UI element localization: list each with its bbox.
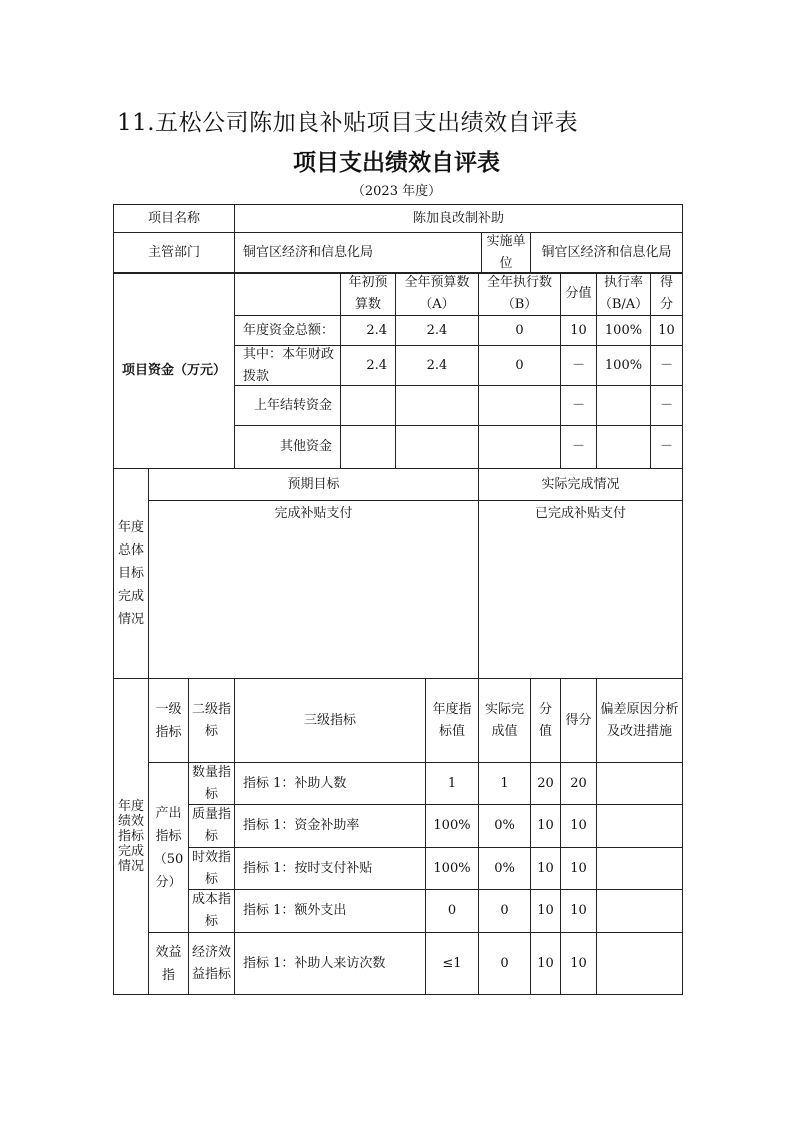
level3-indicator-text: 指标 1：补助人来访次数 bbox=[243, 955, 386, 971]
indicator-target bbox=[425, 804, 479, 848]
level1-output bbox=[148, 762, 189, 933]
level2-indicator-text: 质量指标 bbox=[192, 807, 232, 844]
document-title: 11.五松公司陈加良补贴项目支出绩效自评表 bbox=[117, 110, 579, 136]
level2-indicator bbox=[188, 847, 235, 890]
funds-row-label bbox=[234, 315, 341, 346]
indicator-header-text: 二级指标 bbox=[192, 701, 232, 739]
indicator-score-text: 10 bbox=[570, 955, 587, 971]
impl-unit-label bbox=[481, 232, 531, 274]
indicator-weight bbox=[530, 932, 561, 995]
funds-budget-text: 2.4 bbox=[426, 322, 448, 338]
funds-header bbox=[596, 272, 651, 316]
funds-header bbox=[650, 272, 683, 316]
funds-header-text: 分值 bbox=[565, 286, 592, 301]
indicator-header bbox=[425, 678, 479, 763]
indicator-weight bbox=[530, 889, 561, 933]
funds-label-text: 项目资金（万元） bbox=[121, 362, 226, 378]
indicator-header bbox=[560, 678, 597, 763]
indicator-target bbox=[425, 762, 479, 805]
indicator-score bbox=[560, 932, 597, 995]
indicator-weight-text: 10 bbox=[537, 903, 554, 918]
level3-indicator-text: 指标 1：补助人数 bbox=[243, 775, 347, 791]
funds-row-label bbox=[234, 385, 341, 426]
indicator-weight-text: 10 bbox=[537, 818, 554, 833]
funds-label bbox=[113, 272, 235, 469]
project-name-label-text: 项目名称 bbox=[147, 210, 200, 226]
funds-weight bbox=[560, 345, 597, 386]
level2-indicator bbox=[188, 762, 235, 805]
indicator-score-text: 10 bbox=[570, 818, 587, 833]
indicator-score bbox=[560, 804, 597, 848]
level3-indicator bbox=[234, 889, 426, 933]
funds-rate bbox=[596, 315, 651, 346]
level1-benefit-text: 效益指 bbox=[155, 944, 182, 983]
funds-header bbox=[395, 272, 479, 316]
funds-row-label bbox=[234, 345, 341, 386]
indicator-target-text: 100% bbox=[433, 818, 471, 833]
indicator-score-text: 10 bbox=[570, 860, 587, 876]
dept-value bbox=[234, 232, 482, 274]
funds-rate-text: 100% bbox=[604, 357, 643, 373]
goals-expected bbox=[148, 500, 479, 679]
level3-indicator bbox=[234, 762, 426, 805]
indicator-reason bbox=[596, 889, 683, 933]
funds-weight-text: － bbox=[571, 397, 585, 413]
funds-weight bbox=[560, 425, 597, 469]
indicator-header bbox=[596, 678, 683, 763]
indicator-target bbox=[425, 889, 479, 933]
funds-header bbox=[478, 272, 561, 316]
goals-label bbox=[113, 468, 149, 679]
funds-row-label-text: 其中：本年财政拨款 bbox=[243, 346, 335, 384]
indicators-label bbox=[113, 678, 149, 995]
indicator-header bbox=[188, 678, 235, 763]
funds-rate-text: 100% bbox=[604, 322, 643, 338]
indicator-header-text: 得分 bbox=[565, 712, 592, 728]
indicator-reason bbox=[596, 932, 683, 995]
indicator-target-text: 0 bbox=[447, 903, 457, 918]
goals-expected-text: 完成补贴支付 bbox=[274, 506, 353, 521]
indicator-target-text: 100% bbox=[433, 860, 471, 876]
funds-budget bbox=[395, 425, 479, 469]
indicator-target-text: 1 bbox=[447, 775, 457, 791]
funds-executed-text: 0 bbox=[515, 357, 524, 373]
indicator-header bbox=[530, 678, 561, 763]
funds-executed bbox=[478, 425, 561, 469]
level3-indicator bbox=[234, 847, 426, 890]
funds-budget bbox=[395, 345, 479, 386]
impl-unit-value-text: 铜官区经济和信息化局 bbox=[541, 245, 672, 260]
project-name-value bbox=[234, 204, 683, 233]
indicator-actual bbox=[478, 804, 531, 848]
indicator-header bbox=[148, 678, 189, 763]
indicator-actual bbox=[478, 889, 531, 933]
level2-indicator-text: 时效指标 bbox=[192, 849, 232, 887]
level3-indicator-text: 指标 1：额外支出 bbox=[243, 903, 347, 918]
indicator-score-text: 10 bbox=[570, 903, 587, 918]
indicator-header bbox=[478, 678, 531, 763]
indicator-header bbox=[234, 678, 426, 763]
goals-label-text: 年度总体目标完成情况 bbox=[117, 520, 144, 627]
level3-indicator-text: 指标 1：按时支付补贴 bbox=[243, 860, 373, 876]
indicator-header-text: 实际完成值 bbox=[484, 701, 524, 739]
indicator-header-text: 年度指标值 bbox=[432, 701, 472, 739]
funds-initial-text: 2.4 bbox=[366, 322, 387, 338]
level2-indicator-text: 经济效益指标 bbox=[192, 944, 232, 982]
level1-benefit bbox=[148, 932, 189, 995]
impl-unit-label-text: 实施单位 bbox=[486, 234, 526, 271]
form-year: （2023 年度） bbox=[351, 184, 442, 199]
indicator-reason bbox=[596, 762, 683, 805]
indicator-header-text: 三级指标 bbox=[303, 712, 356, 728]
funds-score-text: － bbox=[659, 397, 673, 413]
indicator-header-text: 一级指标 bbox=[155, 701, 182, 740]
level3-indicator bbox=[234, 804, 426, 848]
funds-row-label-text: 其他资金 bbox=[279, 439, 332, 454]
funds-initial bbox=[340, 385, 396, 426]
indicator-weight bbox=[530, 804, 561, 848]
funds-score bbox=[650, 425, 683, 469]
dept-label-text: 主管部门 bbox=[147, 245, 200, 260]
level2-indicator-text: 成本指标 bbox=[192, 892, 232, 929]
funds-header bbox=[340, 272, 396, 316]
indicator-target-text: ≤1 bbox=[442, 955, 462, 971]
funds-score bbox=[650, 385, 683, 426]
indicator-weight bbox=[530, 847, 561, 890]
indicator-target bbox=[425, 932, 479, 995]
funds-score-text: － bbox=[659, 357, 673, 373]
project-name-label bbox=[113, 204, 235, 233]
indicator-actual-text: 0% bbox=[494, 818, 515, 833]
indicator-actual bbox=[478, 847, 531, 890]
indicator-actual bbox=[478, 762, 531, 805]
level2-indicator-text: 数量指标 bbox=[192, 764, 232, 802]
funds-initial bbox=[340, 425, 396, 469]
funds-initial bbox=[340, 315, 396, 346]
funds-weight-text: － bbox=[571, 357, 585, 373]
goals-actual-header-text: 实际完成情况 bbox=[541, 476, 620, 492]
funds-budget-text: 2.4 bbox=[426, 357, 448, 373]
funds-score-text: － bbox=[659, 439, 673, 454]
funds-weight-text: － bbox=[571, 439, 585, 454]
level1-output-text: 产出指标（50分） bbox=[153, 805, 184, 890]
level2-indicator bbox=[188, 932, 235, 995]
level2-indicator bbox=[188, 804, 235, 848]
funds-header-text: 执行率（B/A） bbox=[598, 275, 649, 312]
goals-actual-header bbox=[478, 468, 683, 501]
funds-rate bbox=[596, 425, 651, 469]
funds-initial bbox=[340, 345, 396, 386]
goals-actual bbox=[478, 500, 683, 679]
goals-actual-text: 已完成补贴支付 bbox=[534, 506, 626, 521]
funds-row-label bbox=[234, 425, 341, 469]
indicator-reason bbox=[596, 804, 683, 848]
indicator-weight-text: 10 bbox=[537, 955, 554, 971]
funds-weight-text: 10 bbox=[570, 322, 587, 338]
form-title: 项目支出绩效自评表 bbox=[293, 150, 500, 176]
indicator-weight-text: 20 bbox=[537, 775, 554, 791]
funds-score-text: 10 bbox=[658, 322, 675, 338]
indicator-actual-text: 0% bbox=[494, 860, 515, 876]
indicator-header-text: 分值 bbox=[538, 701, 552, 739]
indicator-actual-text: 0 bbox=[500, 955, 509, 971]
dept-value-text: 铜官区经济和信息化局 bbox=[243, 245, 374, 260]
funds-weight bbox=[560, 385, 597, 426]
dept-label bbox=[113, 232, 235, 274]
funds-score bbox=[650, 345, 683, 386]
indicator-score bbox=[560, 762, 597, 805]
indicator-weight bbox=[530, 762, 561, 805]
funds-weight bbox=[560, 315, 597, 346]
funds-header bbox=[560, 272, 597, 316]
goals-expected-header bbox=[148, 468, 479, 501]
indicators-label-text: 年度绩效指标完成情况 bbox=[117, 799, 144, 874]
funds-header-text: 全年预算数（A） bbox=[404, 275, 470, 312]
project-name-value-text: 陈加良改制补助 bbox=[412, 210, 504, 226]
indicator-score bbox=[560, 847, 597, 890]
indicator-score bbox=[560, 889, 597, 933]
funds-header-blank bbox=[234, 272, 341, 316]
funds-header-text: 全年执行数（B） bbox=[486, 275, 552, 312]
indicator-header-text: 偏差原因分析及改进措施 bbox=[600, 701, 679, 739]
funds-executed bbox=[478, 345, 561, 386]
funds-rate bbox=[596, 385, 651, 426]
indicator-actual bbox=[478, 932, 531, 995]
indicator-target bbox=[425, 847, 479, 890]
funds-header-text: 年初预算数 bbox=[348, 275, 388, 312]
funds-budget bbox=[395, 315, 479, 346]
indicator-actual-text: 1 bbox=[500, 775, 509, 791]
indicator-score-text: 20 bbox=[570, 775, 587, 791]
funds-row-label-text: 年度资金总额： bbox=[243, 322, 335, 338]
funds-header-text: 得分 bbox=[659, 275, 673, 312]
indicator-reason bbox=[596, 847, 683, 890]
funds-budget bbox=[395, 385, 479, 426]
goals-expected-header-text: 预期目标 bbox=[287, 476, 340, 492]
indicator-weight-text: 10 bbox=[537, 860, 554, 876]
impl-unit-value bbox=[530, 232, 683, 274]
indicator-actual-text: 0 bbox=[500, 903, 509, 918]
funds-initial-text: 2.4 bbox=[366, 357, 387, 373]
funds-executed-text: 0 bbox=[515, 322, 524, 338]
level3-indicator-text: 指标 1：资金补助率 bbox=[243, 818, 360, 833]
funds-executed bbox=[478, 385, 561, 426]
level3-indicator bbox=[234, 932, 426, 995]
funds-executed bbox=[478, 315, 561, 346]
funds-row-label-text: 上年结转资金 bbox=[253, 397, 332, 413]
funds-score bbox=[650, 315, 683, 346]
funds-rate bbox=[596, 345, 651, 386]
level2-indicator bbox=[188, 889, 235, 933]
